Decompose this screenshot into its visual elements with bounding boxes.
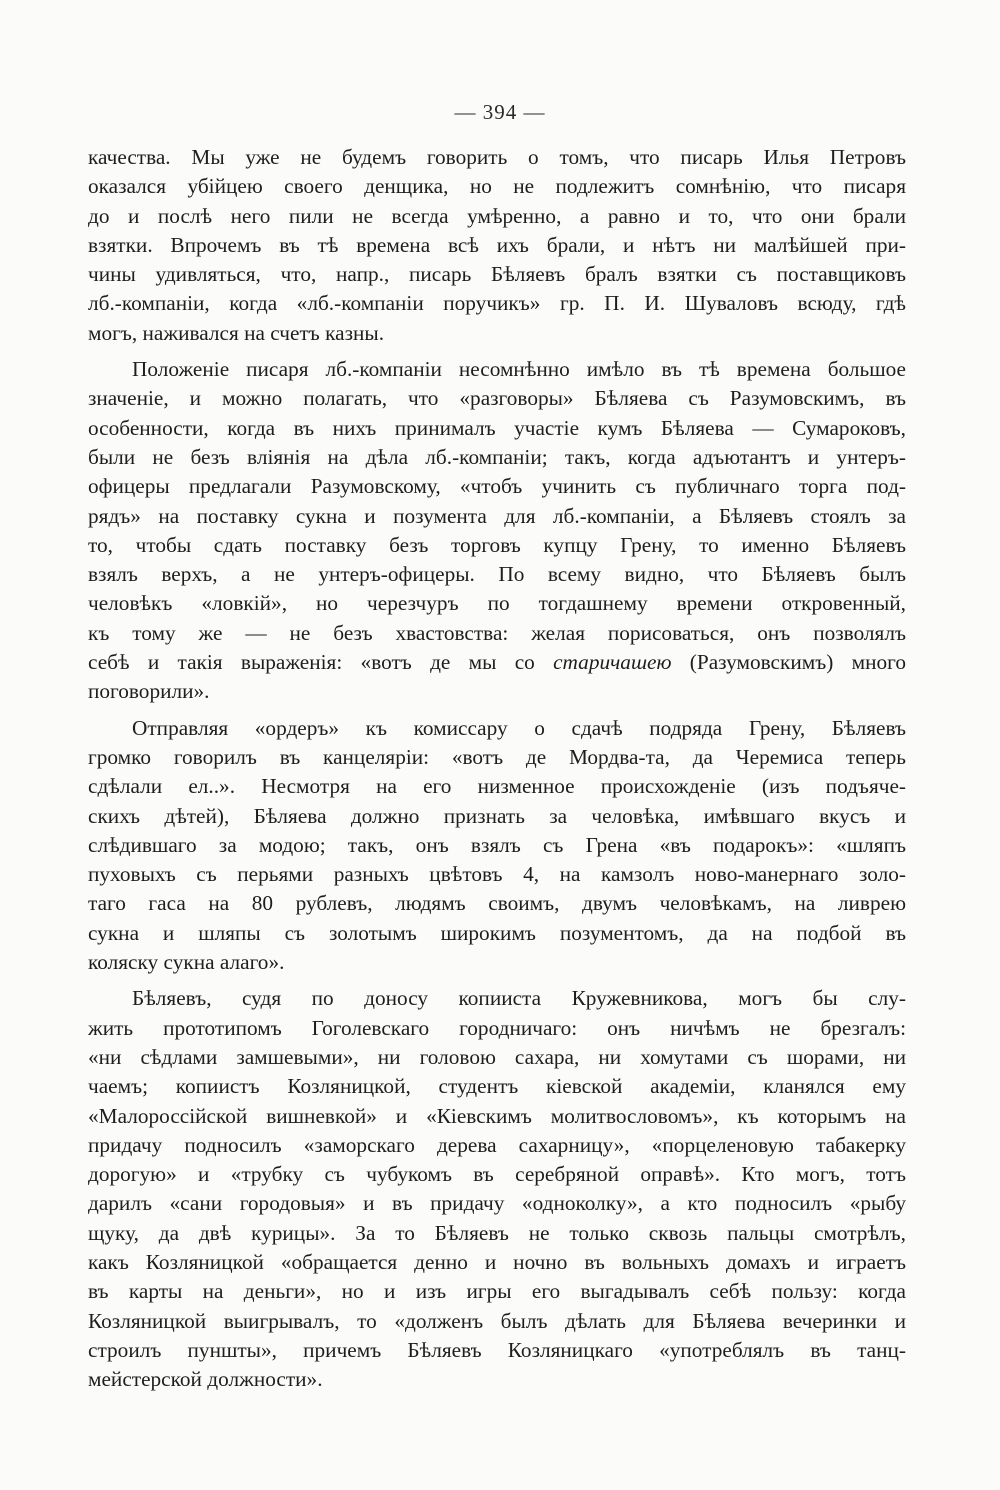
text-body — [88, 143, 906, 1401]
text-line: въ карты на деньги», но и изъ игры его выгадывалъ себѣ пользу: когда — [88, 1279, 906, 1304]
text-line: «ни сѣдлами замшевыми», ни головою сахара, ни хомутами съ шорами, ни — [88, 1044, 906, 1069]
text-line: какъ Козляницкой «обращается денно и ночно въ вольныхъ домахъ и играетъ — [88, 1249, 906, 1274]
text-line: щуку, да двѣ курицы». За то Бѣляевъ не только сквозь пальцы смотрѣлъ, — [88, 1220, 906, 1245]
text-line: придачу подносилъ «заморскаго дерева сахарницу», «порцеленовую табакерку — [88, 1132, 906, 1157]
text-line: значеніе, и можно полагать, что «разговоры» Бѣляева съ Разумовскимъ, въ — [88, 386, 906, 411]
text-line: жить прототипомъ Гоголевскаго городничаго: онъ ничѣмъ не брезгалъ: — [88, 1015, 906, 1040]
text-line: дорогую» и «трубку съ чубукомъ въ серебряной оправѣ». Кто могъ, тотъ — [88, 1162, 906, 1187]
text-line: особенности, когда въ нихъ принималъ участіе кумъ Бѣляева — Сумароковъ, — [88, 415, 906, 440]
paragraph-3 — [88, 714, 906, 978]
text-line: поговорили». — [88, 679, 210, 704]
page-number: — 394 — — [454, 100, 546, 124]
paragraph-1 — [88, 143, 906, 348]
text-line: были не безъ вліянія на дѣла лб.-компаніи; такъ, когда адъютантъ и унтеръ- — [88, 444, 906, 469]
text-line: качества. Мы уже не будемъ говорить о томъ, что писарь Илья Петровъ — [88, 145, 906, 169]
paragraph-4 — [88, 984, 906, 1394]
text-line: коляску сукна алаго». — [88, 950, 285, 975]
text-line: Бѣляевъ, судя по доносу копииста Кружевникова, могъ бы слу- — [132, 986, 906, 1011]
italic-word: старичашею — [553, 650, 672, 675]
text-line: строилъ пуншты», причемъ Бѣляевъ Козляницкаго «употреблялъ въ танц- — [88, 1337, 906, 1362]
text-line: то, чтобы сдать поставку безъ торговъ купцу Грену, то именно Бѣляевъ — [88, 532, 906, 557]
text-line: чины удивляться, что, напр., писарь Бѣляевъ бралъ взятки съ поставщиковъ — [88, 262, 906, 287]
text-line: сдѣлали ел..». Несмотря на его низменное происхожденіе (изъ подъяче- — [88, 774, 906, 799]
text-line: чаемъ; копиистъ Козляницкой, студентъ кіевской академіи, кланялся ему — [88, 1074, 906, 1099]
text-line: Отправляя «ордеръ» къ комиссару о сдачѣ подряда Грену, Бѣляевъ — [132, 715, 906, 740]
text-line: оказался убійцею своего денщика, но не подлежитъ сомнѣнію, что писаря — [88, 174, 906, 199]
text-line: взялъ верхъ, а не унтеръ-офицеры. По всему видно, что Бѣляевъ былъ — [88, 562, 906, 587]
text-line: человѣкъ «ловкій», но черезчуръ по тогдашнему времени откровенный, — [88, 591, 906, 616]
text-line: пуховыхъ съ перьями разныхъ цвѣтовъ 4, на камзолъ ново-манернаго золо- — [88, 862, 906, 887]
text-line: громко говорилъ въ канцеляріи: «вотъ де Мордва-та, да Черемиса теперь — [88, 744, 906, 769]
text-line-with-italic — [88, 648, 906, 677]
text-line: до и послѣ него пили не всегда умѣренно, а равно и то, что они брали — [88, 203, 906, 228]
text-line: таго гаса на 80 рублевъ, людямъ своимъ, двумъ человѣкамъ, на ливрею — [88, 891, 906, 916]
text-line: рядъ» на поставку сукна и позумента для лб.-компаніи, а Бѣляевъ стоялъ за — [88, 503, 906, 528]
text-line: взятки. Впрочемъ въ тѣ времена всѣ ихъ брали, и нѣтъ ни малѣйшей при- — [88, 232, 906, 257]
text-segment: себѣ и такія выраженія: «вотъ де мы со — [88, 650, 554, 675]
text-line: мейстерской должности». — [88, 1367, 323, 1392]
text-line: сукна и шляпы съ золотымъ широкимъ позументомъ, да на подбой въ — [88, 920, 906, 945]
text-line: могъ, наживался на счетъ казны. — [88, 320, 385, 345]
text-line: скихъ дѣтей), Бѣляева должно признать за человѣка, имѣвшаго вкусъ и — [88, 803, 906, 828]
text-line: Положеніе писаря лб.-компаніи несомнѣнно имѣло въ тѣ времена большое — [132, 357, 906, 382]
text-line: «Малороссійской вишневкой» и «Кіевскимъ молитвословомъ», къ которымъ на — [88, 1103, 906, 1128]
text-line: слѣдившаго за модою; такъ, онъ взялъ съ Грена «въ подарокъ»: «шляпъ — [88, 832, 906, 857]
text-line: лб.-компаніи, когда «лб.-компаніи поручикъ» гр. П. И. Шуваловъ всюду, гдѣ — [88, 291, 906, 316]
text-line: дарилъ «сани городовыя» и въ придачу «одноколку», а кто подносилъ «рыбу — [88, 1191, 906, 1216]
text-line: къ тому же — не безъ хвастовства: желая порисоваться, онъ позволялъ — [88, 620, 906, 645]
text-segment: (Разумовскимъ) много — [671, 650, 906, 675]
text-line: Козляницкой выигрывалъ, то «долженъ былъ дѣлать для Бѣляева вечеринки и — [88, 1308, 906, 1333]
paragraph-2 — [88, 355, 906, 707]
text-line: офицеры предлагали Разумовскому, «чтобъ учинить съ публичнаго торга под- — [88, 474, 906, 499]
